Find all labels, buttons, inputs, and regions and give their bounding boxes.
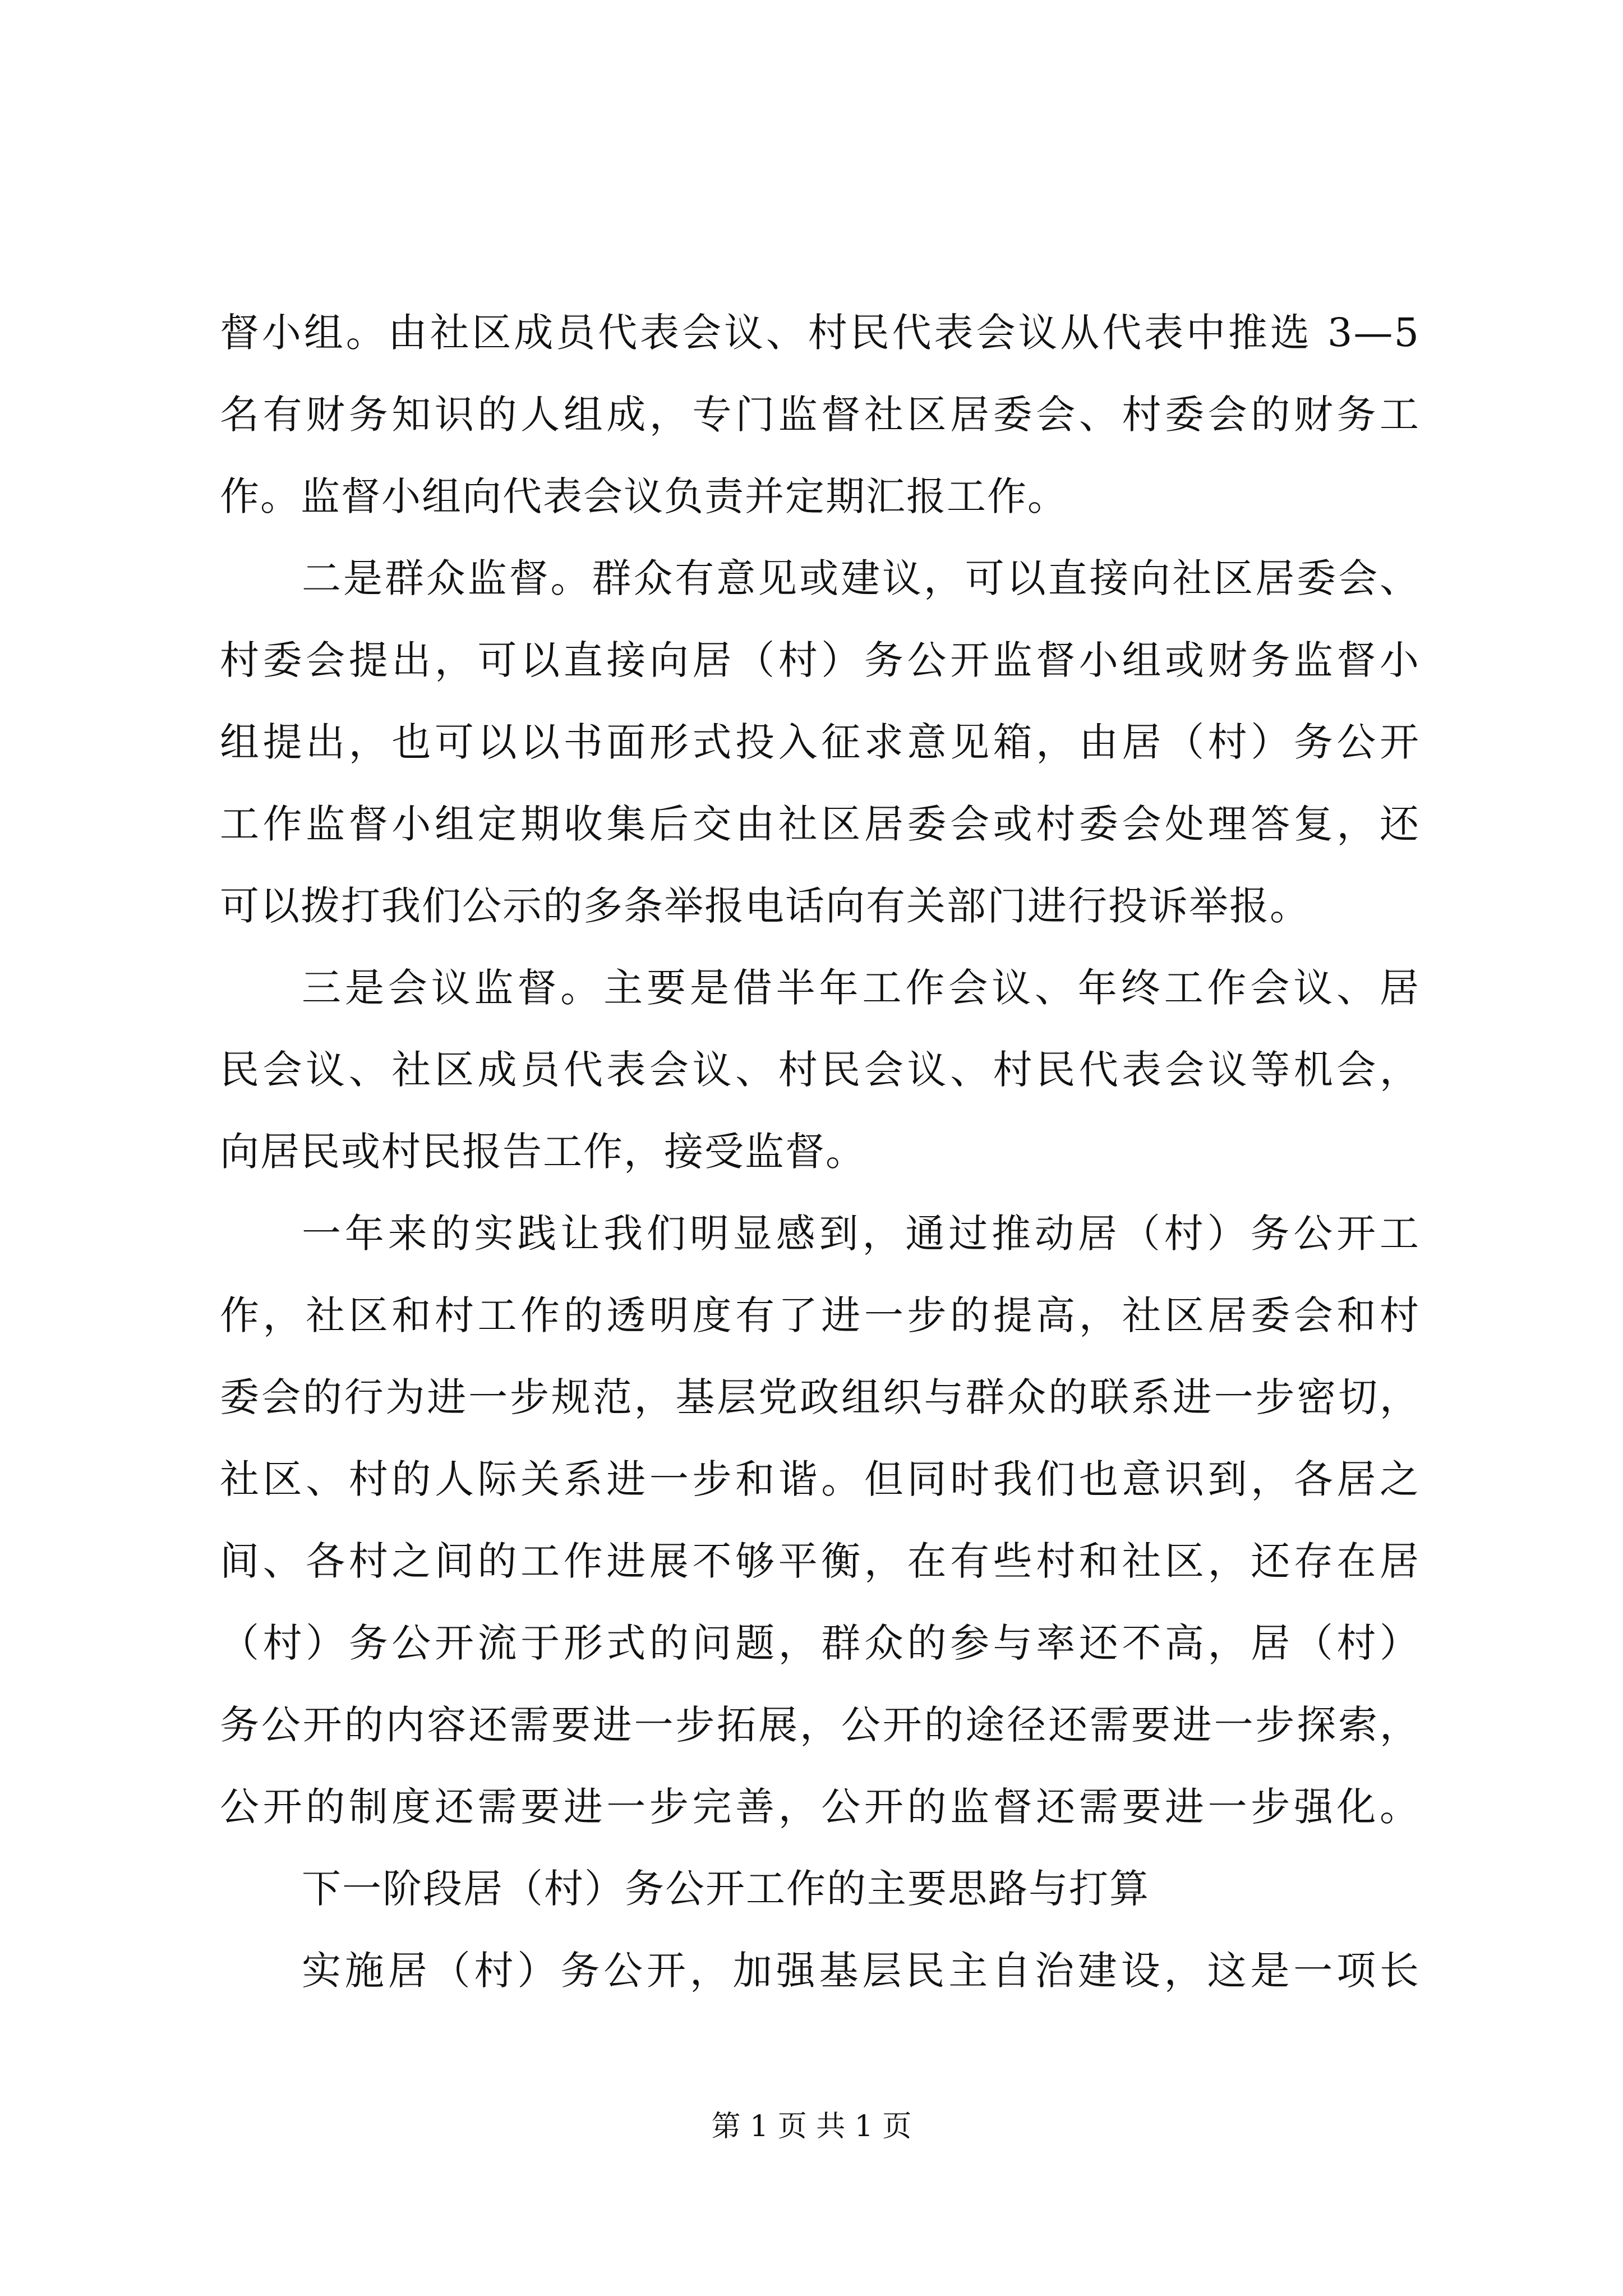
text-line: 可以拨打我们公示的多条举报电话向有关部门进行投诉举报。 <box>220 883 1310 929</box>
text-line: 村委会提出，可以直接向居（村）务公开监督小组或财务监督小 <box>220 637 1420 683</box>
document-body <box>220 292 1420 2012</box>
text-line: 间、各村之间的工作进展不够平衡，在有些村和社区，还存在居 <box>220 1538 1420 1584</box>
text-line: 民会议、社区成员代表会议、村民会议、村民代表会议等机会， <box>220 1047 1420 1093</box>
page-footer: 第 1 页 共 1 页 <box>711 2110 912 2143</box>
text-line: 向居民或村民报告工作，接受监督。 <box>220 1129 866 1175</box>
paragraph-start-line: 一年来的实践让我们明显感到，通过推动居（村）务公开工 <box>302 1211 1420 1257</box>
text-line: 公开的制度还需要进一步完善，公开的监督还需要进一步强化。 <box>220 1784 1420 1830</box>
text-line: 社区、村的人际关系进一步和谐。但同时我们也意识到，各居之 <box>220 1456 1420 1502</box>
paragraph-start-line: 三是会议监督。主要是借半年工作会议、年终工作会议、居 <box>302 965 1420 1011</box>
section-heading: 下一阶段居（村）务公开工作的主要思路与打算 <box>302 1866 1150 1912</box>
paragraph-start-line: 实施居（村）务公开，加强基层民主自治建设，这是一项长 <box>302 1948 1420 1994</box>
text-line: 委会的行为进一步规范，基层党政组织与群众的联系进一步密切， <box>220 1374 1420 1420</box>
text-line: 督小组。由社区成员代表会议、村民代表会议从代表中推选 3—5 <box>220 310 1420 356</box>
text-line: 名有财务知识的人组成，专门监督社区居委会、村委会的财务工 <box>220 392 1420 438</box>
text-line: （村）务公开流于形式的问题，群众的参与率还不高，居（村） <box>220 1620 1420 1666</box>
text-line: 工作监督小组定期收集后交由社区居委会或村委会处理答复，还 <box>220 801 1420 847</box>
text-line: 作。监督小组向代表会议负责并定期汇报工作。 <box>220 473 1068 519</box>
paragraph-start-line: 二是群众监督。群众有意见或建议，可以直接向社区居委会、 <box>302 555 1420 601</box>
text-line: 组提出，也可以以书面形式投入征求意见箱，由居（村）务公开 <box>220 719 1420 765</box>
text-line: 作，社区和村工作的透明度有了进一步的提高，社区居委会和村 <box>220 1292 1420 1338</box>
text-line: 务公开的内容还需要进一步拓展，公开的途径还需要进一步探索， <box>220 1702 1420 1748</box>
